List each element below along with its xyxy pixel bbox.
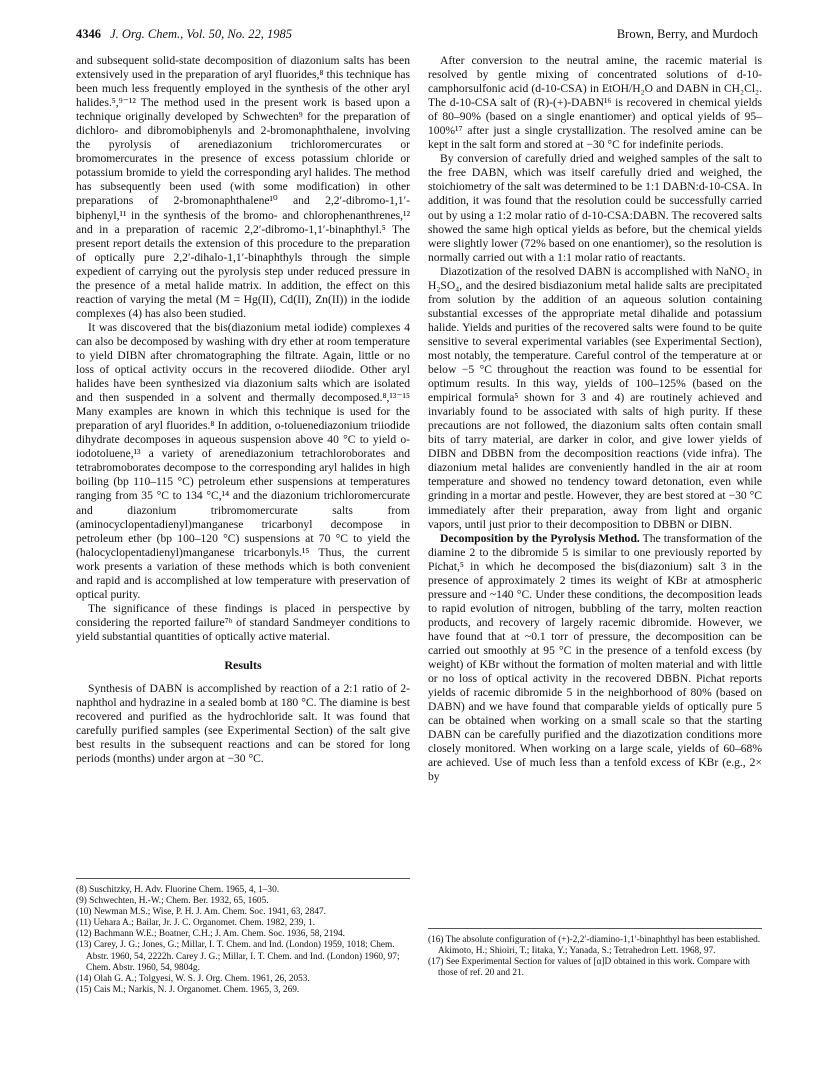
run-in-heading: Decomposition by the Pyrolysis Method. xyxy=(440,531,640,545)
footnote: (8) Suschitzky, H. Adv. Fluorine Chem. 1965, 4, 1–30. xyxy=(76,885,280,895)
footnote: (11) Uehara A.; Bailar, Jr. J. C. Organomet. Chem. 1982, 239, 1. xyxy=(76,918,315,929)
paragraph: Diazotization of the resolved DABN is accomplished with NaNO₂ in H₂SO₄, and the desired bisdiazonium metal halide salts are precipitated from solution by the addition of an aqueous solution containing substantial excesses of the appropriate metal dihalide and potassium halide. Yields and purities of the recovered salts were found to be quite sensitive to several experimental variables (see Experimental Section), most notably, the temperature. Careful control of the temperature at or below −5 °C throughout the reaction was found to be essential for optimum results. In this way, yields of 100–125% (based on the empirical formula⁵ shown for 3 and 4) are routinely achieved and invariably found to be associated with salts of high purity. If these precautions are not followed, the diazonium salts often contain small bits of tarry material, are darker in color, and give lower yields of DIBN and DBBN from the decomposition reactions (vide infra). The diazonium metal halides are conveniently handled in the air at room temperature and showed no tendency toward detonation, even while grinding in a mortar and pestle. However, they are best stored at −30 °C immediately after their preparation, away from light and organic vapors, until just prior to their decomposition to DBBN or DIBN. xyxy=(428,264,762,531)
running-header xyxy=(76,26,758,44)
footnotes-left xyxy=(76,878,410,996)
paragraph: The significance of these findings is placed in perspective by considering the reported failure⁷ᵇ of standard Sandmeyer conditions to yield substantial quantities of optically active material. xyxy=(76,601,410,643)
right-column xyxy=(428,54,762,784)
paragraph: By conversion of carefully dried and weighed samples of the salt to the free DABN, which was itself carefully dried and weighed, the stoichiometry of the salt was determined to be 1:1 DABN:d-10-CSA. In addition, it was found that the resolution could be successfully carried out by using a 1:2 molar ratio of d-10-CSA:DABN. The recovered salts showed the same high optical yields as before, but the chemical yields were slightly lower (72% based on one enantiomer), so the resolution is normally carried out with a 1:1 molar ratio of reactants. xyxy=(428,152,762,264)
footnote: (17) See Experimental Section for values of [α]D obtained in this work. Compare with those of ref. 20 and 21. xyxy=(428,957,750,979)
paragraph: and subsequent solid-state decomposition of diazonium salts has been extensively used in the preparation of aryl fluorides,⁸ this technique has been much less frequently employed in the synthesis of the other aryl halides.⁵,⁹⁻¹² The method used in the present work is based upon a technique originally developed by Schwechten⁹ for the preparation of dichloro- and dibromobiphenyls and 2-bromonaphthalene, involving the pyrolysis of arenediazonium trichloromercurates or bromomercurates in the presence of excess potassium chloride or potassium bromide to yield the corresponding aryl halides. The method has subsequently been used (with some modification) in other preparations of 2-bromonaphthalene¹⁰ and 2,2′-dibromo-1,1′-biphenyl,¹¹ in the synthesis of the bromo- and chlorophenanthrenes,¹² and in a preparation of racemic 2,2′-dibromo-1,1′-binaphthyl.⁵ The present report details the extension of this procedure to the preparation of optically pure 2,2′-dihalo-1,1′-binaphthyls through the simple expedient of carrying out the pyrolysis step under reduced pressure in the presence of a metal halide matrix. In addition, the effect on this reaction of varying the metal (M = Hg(II), Cd(II), Zn(II)) in the iodide complexes (4) has also been studied. xyxy=(76,54,410,320)
paragraph: Synthesis of DABN is accomplished by reaction of a 2:1 ratio of 2-naphthol and hydrazine in a sealed bomb at 180 °C. The diamine is best recovered and purified as the hydrochloride salt. It was found that carefully purified samples (see Experimental Section) of the salt give best results in the subsequent reactions and can be stored for long periods (months) under argon at −30 °C. xyxy=(76,682,410,766)
paragraph: It was discovered that the bis(diazonium metal iodide) complexes 4 can also be decomposed by washing with dry ether at room temperature to yield DIBN after chromatographing the filtrate. Again, little or no loss of optical activity occurs in the recovered diiodide. Other aryl halides have been synthesized via diazonium salts which are isolated and then suspended in a solvent and thermally decomposed.⁸,¹³⁻¹⁵ Many examples are known in which this technique is used for the preparation of aryl fluorides.⁸ In addition, o-toluenediazonium triiodide dihydrate decomposes in aqueous suspension above 40 °C to yield o-iodotoluene,¹³ a variety of arenediazonium tetrachloroborates and tetrabromoborates decompose to the corresponding aryl halides in high boiling (bp 110–115 °C) petroleum ether suspensions at temperatures ranging from 35 °C to 134 °C,¹⁴ and the diazonium trichloromercurate and diazonium tribromomercurate salts from (aminocyclopentadienyl)manganese tricarbonyl decompose in petroleum ether (bp 100–120 °C) suspensions at 70 °C to yield the (halocyclopentadienyl)manganese tricarbonyls.¹⁵ Thus, the current work presents a variation of these methods which is both convenient and rapid and is accomplished at low temperature with preservation of optical purity. xyxy=(76,320,410,601)
paragraph-pyrolysis xyxy=(428,532,762,785)
footnote: (16) The absolute configuration of (+)-2,2′-diamino-1,1′-binaphthyl has been established. Akimoto, H.; Shioiri, T.; Iitaka, Y.; Yanada, S.; Tetrahedron Lett. 1968, 97. xyxy=(428,935,761,957)
paragraph-text: The transformation of the diamine 2 to the dibromide 5 is similar to one previously reported by Pichat,⁵ in which he decomposed the bis(diazonium) salt 3 in the presence of approximately 2 times its weight of KBr at atmospheric pressure and ~140 °C. Under these conditions, the decomposition leads to rapid evolution of nitrogen, bubbling of the tarry, molten reaction products, and recovery of largely racemic dibromide. However, we have found that at ~0.1 torr of pressure, the decomposition can be carried out smoothly at 95 °C in the presence of a tenfold excess (by weight) of KBr without the formation of molten material and with little or no loss of optical activity in the recovered DBBN. Pichat reports yields of racemic dibromide 5 in the neighborhood of 80% (based on DABN) and we have found that comparable yields of optically pure 5 can be obtained when working on a small scale so that the starting DABN can be carefully purified and the diazotization conditions more closely monitored. When working on a large scale, yields of 60–68% are achieved. Use of much less than a tenfold excess of KBr (e.g., 2× by xyxy=(428,531,762,784)
footnote: (13) Carey, J. G.; Jones, G.; Millar, I. T. Chem. and Ind. (London) 1959, 1018; Chem. Abstr. 1960, 54, 2222h. Carey J. G.; Millar, I. T. Chem. and Ind. (London) 1960, 97; Chem. Abstr. 1960, 54, 9804g. xyxy=(76,940,400,973)
page-number: 4346 xyxy=(76,27,101,41)
author-names: Brown, Berry, and Murdoch xyxy=(616,27,758,41)
footnote: (10) Newman M.S.; Wise, P. H. J. Am. Chem. Soc. 1941, 63, 2847. xyxy=(76,907,326,918)
footnote: (9) Schwechten, H.-W.; Chem. Ber. 1932, 65, 1605. xyxy=(76,896,269,907)
footnote: (14) Olah G. A.; Tolgyesi, W. S. J. Org. Chem. 1961, 26, 2053. xyxy=(76,973,310,984)
footnote: (12) Bachmann W.E.; Boatner, C.H.; J. Am. Chem. Soc. 1936, 58, 2194. xyxy=(76,929,345,940)
paragraph: After conversion to the neutral amine, the racemic material is resolved by gentle mixing of concentrated solutions of d-10-camphorsulfonic acid (d-10-CSA) in EtOH/H₂O and DABN in CH₂Cl₂. The d-10-CSA salt of (R)-(+)-DABN¹⁶ is recovered in chemical yields of 80–90% (based on a single enantiomer) and optical yields of 95–100%¹⁷ after just a single crystallization. The resolved amine can be kept in the salt form and stored at −30 °C for indefinite periods. xyxy=(428,54,762,152)
journal-citation: J. Org. Chem., Vol. 50, No. 22, 1985 xyxy=(110,27,292,41)
footnote: (15) Cais M.; Narkis, N. J. Organomet. Chem. 1965, 3, 269. xyxy=(76,984,300,995)
footnotes-right xyxy=(428,928,762,979)
left-column xyxy=(76,54,410,766)
section-heading-results: Results xyxy=(224,657,262,672)
